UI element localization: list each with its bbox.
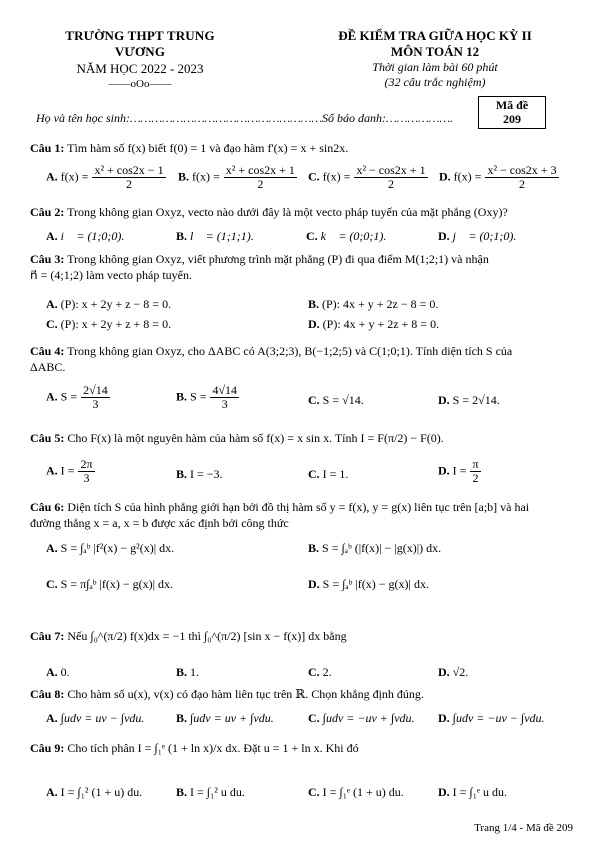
question-label: Câu 1: <box>30 141 65 155</box>
option-b[interactable]: B. I = ∫₁² u du. <box>176 785 245 799</box>
student-info-line: Họ và tên học sinh:………………………………………………Số báo danh:………………. <box>36 111 454 125</box>
question-7: Câu 7: Nếu ∫₀^(π/2) f(x)dx = −1 thì ∫₀^(π/2) [sin x − f(x)] dx bằng <box>30 629 347 643</box>
question-5: Câu 5: Cho F(x) là một nguyên hàm của hàm số f(x) = x sin x. Tính I = F(π/2) − F(0). <box>30 431 444 445</box>
option-c[interactable]: C. k⃗ = (0;0;1). <box>306 229 387 243</box>
option-a[interactable]: A. I = $\frac{2\pi}{3}$ <box>46 457 93 485</box>
question-text: Tìm hàm số f(x) biết f(0) = 1 và đạo hàm f'(x) = x + sin2x. <box>67 141 349 155</box>
option-a[interactable]: A. S = ∫ₐᵇ |f²(x) − g²(x)| dx. <box>46 541 175 555</box>
question-6-options <box>46 540 576 610</box>
option-b[interactable]: B. l⃗ = (1;1;1). <box>176 229 254 243</box>
option-a[interactable]: A. S = $\frac{2√14}{3}$ <box>46 383 108 411</box>
question-9: Câu 9: Cho tích phân I = ∫₁ᵉ (1 + ln x)/x dx. Đặt u = 1 + ln x. Khi đó <box>30 741 359 755</box>
option-b[interactable]: B. f(x) = $\frac{\text{x² + cos2x + 1}}{2}$ <box>178 163 295 191</box>
option-c[interactable]: C. f(x) = $\frac{\text{x² − cos2x + 1}}{2}$ <box>308 163 426 191</box>
option-c[interactable]: C. I = ∫₁ᵉ (1 + u) du. <box>308 785 404 799</box>
option-b[interactable]: B. I = −3. <box>176 467 223 481</box>
exam-header <box>290 28 580 90</box>
option-b[interactable]: B. 1. <box>176 665 200 679</box>
ornament: ——oOo—— <box>108 78 172 90</box>
question-6: Câu 6: Diện tích S của hình phẳng giới hạn bởi đồ thị hàm số y = f(x), y = g(x) liên tục trên [a;b] và hai đường thẳng x = a, x = b được xác định bởi công thức <box>30 500 530 530</box>
option-a[interactable]: A. ∫udv = uv − ∫vdu. <box>46 711 145 725</box>
option-d[interactable]: D. I = $\frac{\pi}{2}$ <box>438 457 479 485</box>
question-2: Câu 2: Trong không gian Oxyz, vecto nào dưới đây là một vecto pháp tuyến của mặt phẳng (Oxy)? <box>30 205 508 219</box>
option-c[interactable]: C. S = π∫ₐᵇ |f(x) − g(x)| dx. <box>46 577 174 591</box>
option-d[interactable]: D. (P): 4x + y + 2z + 8 = 0. <box>308 317 440 331</box>
option-b[interactable]: B. (P): 4x + y + 2z − 8 = 0. <box>308 297 439 311</box>
option-d[interactable]: D. I = ∫₁ᵉ u du. <box>438 785 507 799</box>
option-d[interactable]: D. √2. <box>438 665 469 679</box>
question-7-options <box>46 664 576 680</box>
exam-code-box <box>478 96 546 129</box>
option-b[interactable]: B. ∫udv = uv + ∫vdu. <box>176 711 274 725</box>
option-c[interactable]: C. 2. <box>308 665 332 679</box>
question-9-options <box>46 784 576 800</box>
option-d[interactable]: D. S = ∫ₐᵇ |f(x) − g(x)| dx. <box>308 577 429 591</box>
question-4: Câu 4: Trong không gian Oxyz, cho ΔABC có A(3;2;3), B(−1;2;5) và C(1;0;1). Tính diện tích S của ΔABC. <box>30 344 513 374</box>
school-year: NĂM HỌC 2022 - 2023 <box>76 61 204 76</box>
question-3-options <box>46 296 576 332</box>
option-c[interactable]: C. ∫udv = −uv + ∫vdu. <box>308 711 415 725</box>
option-b[interactable]: B. S = ∫ₐᵇ (|f(x)| − |g(x)|) dx. <box>308 541 442 555</box>
exam-code-label: Mã đề <box>495 98 529 112</box>
option-d[interactable]: D. ∫udv = −uv − ∫vdu. <box>438 711 545 725</box>
question-1-options <box>46 164 576 196</box>
option-a[interactable]: A. I = ∫₁² (1 + u) du. <box>46 785 143 799</box>
option-a[interactable]: A. 0. <box>46 665 70 679</box>
question-8: Câu 8: Cho hàm số u(x), v(x) có đạo hàm liên tục trên ℝ. Chọn khẳng định đúng. <box>30 687 424 701</box>
exam-subject: MÔN TOÁN 12 <box>390 44 480 59</box>
school-name: TRƯỜNG THPT TRUNG VƯƠNG <box>65 28 215 59</box>
option-a[interactable]: A. (P): x + 2y + z − 8 = 0. <box>46 297 172 311</box>
option-a[interactable]: A. i⃗ = (1;0;0). <box>46 229 125 243</box>
exam-count: (32 câu trắc nghiệm) <box>384 75 486 89</box>
option-b[interactable]: B. S = $\frac{4√14}{3}$ <box>176 383 238 411</box>
option-d[interactable]: D. j⃗ = (0;1;0). <box>438 229 517 243</box>
question-4-options <box>46 384 576 416</box>
question-1 <box>30 140 575 156</box>
question-2-options <box>46 228 576 244</box>
option-c[interactable]: C. S = √14. <box>308 393 364 407</box>
option-c[interactable]: C. (P): x + 2y + z + 8 = 0. <box>46 317 172 331</box>
exam-code: 209 <box>503 112 521 126</box>
option-c[interactable]: C. I = 1. <box>308 467 349 481</box>
exam-time: Thời gian làm bài 60 phút <box>372 60 498 74</box>
school-header <box>40 28 240 90</box>
option-d[interactable]: D. f(x) = $\frac{\text{x² − cos2x + 3}}{2}$ <box>439 163 557 191</box>
option-a[interactable]: A. f(x) = $\frac{\text{x² + cos2x − 1}}{2}$ <box>46 163 164 191</box>
option-d[interactable]: D. S = 2√14. <box>438 393 500 407</box>
question-8-options <box>46 710 576 726</box>
page-footer: Trang 1/4 - Mã đề 209 <box>474 822 573 834</box>
question-3: Câu 3: Trong không gian Oxyz, viết phương trình mặt phẳng (P) đi qua điểm M(1;2;1) và nhận n⃗ = (4;1;2) làm vecto pháp tuyến. <box>30 252 489 282</box>
question-5-options <box>46 458 576 490</box>
exam-title: ĐỀ KIỂM TRA GIỮA HỌC KỲ II <box>338 28 532 43</box>
